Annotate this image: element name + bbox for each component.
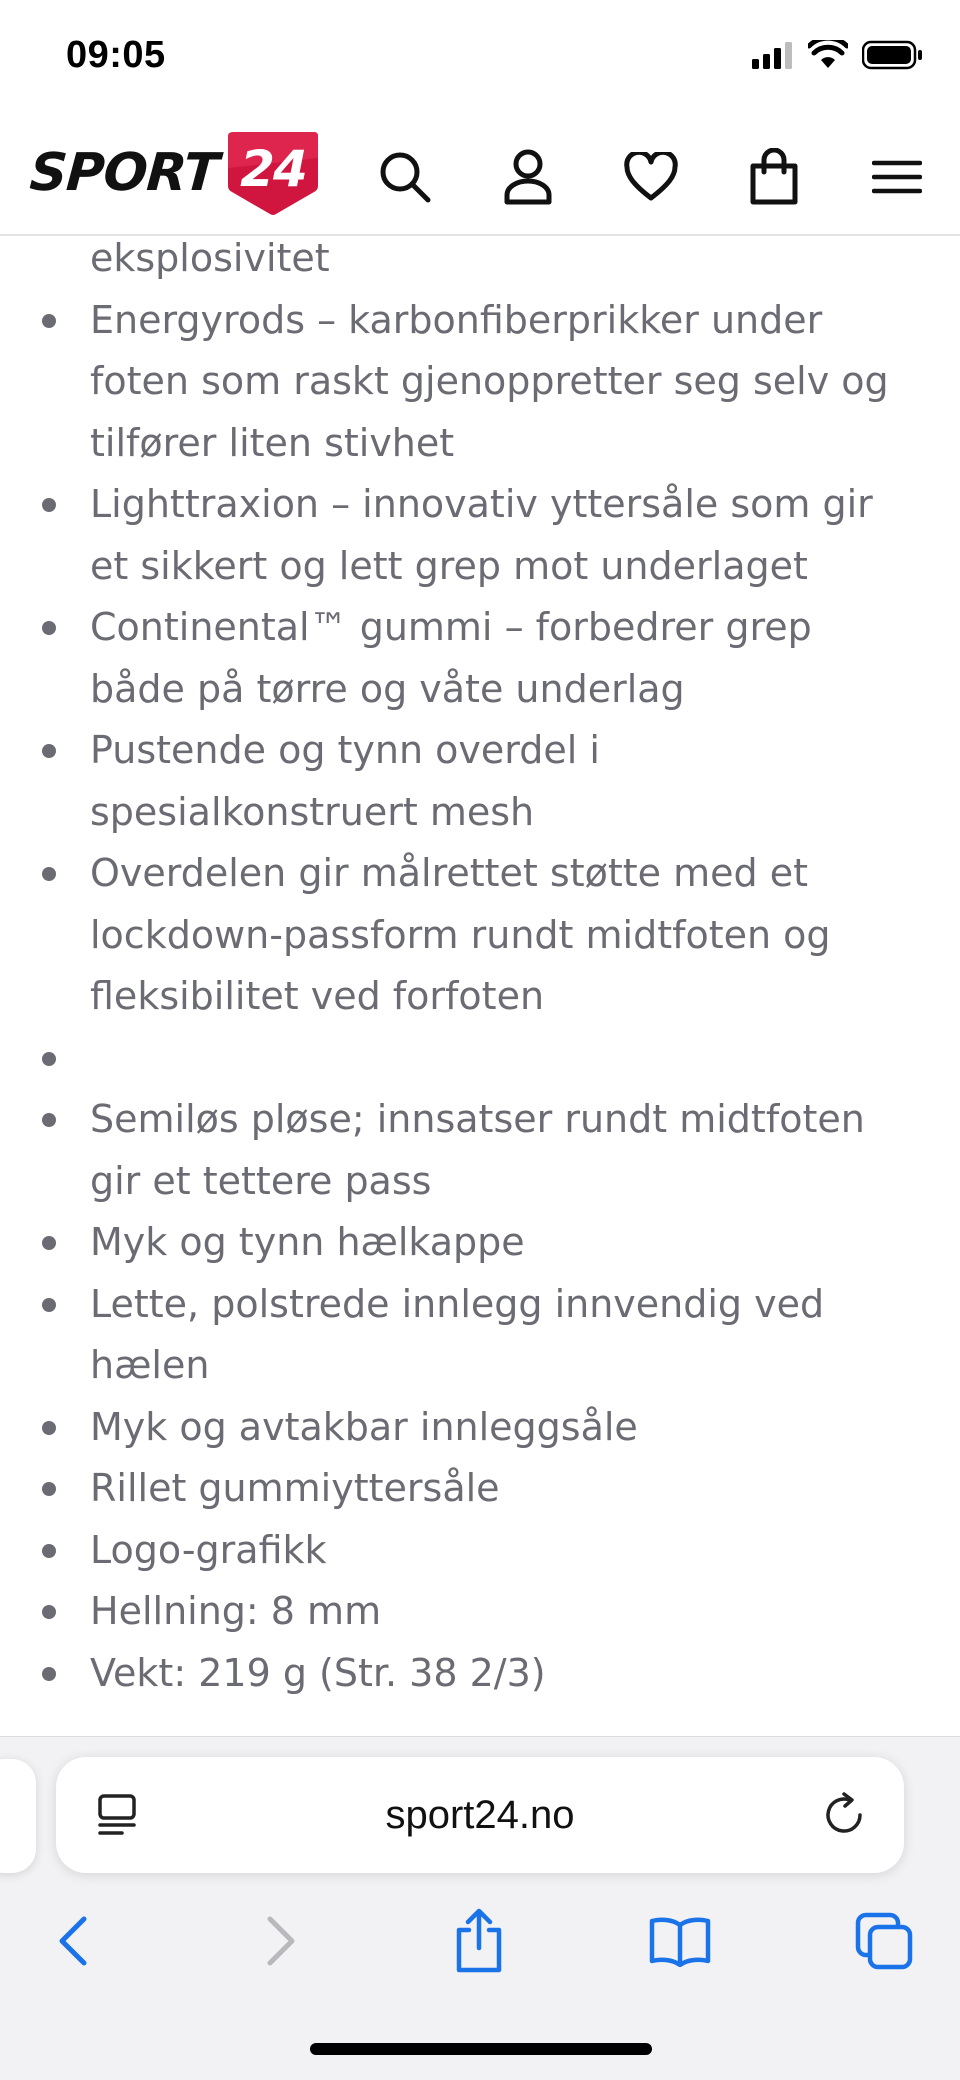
battery-icon (862, 40, 924, 75)
list-item-text: Logo-grafikk (90, 1527, 327, 1572)
list-item (0, 597, 960, 720)
bullet (42, 1482, 56, 1496)
list-item (0, 720, 960, 843)
list-item-text (90, 1028, 900, 1090)
menu-icon[interactable] (866, 146, 928, 208)
list-item (0, 1458, 960, 1520)
logo-wordmark: SPORT (27, 143, 221, 203)
bullet (42, 1052, 56, 1066)
bullet (42, 1605, 56, 1619)
home-indicator[interactable] (310, 2043, 652, 2055)
bullet (42, 867, 56, 881)
logo-badge (226, 128, 320, 218)
bullet (42, 1667, 56, 1681)
bullet (42, 621, 56, 635)
url-text[interactable]: sport24.no (385, 1793, 575, 1837)
bullet (42, 498, 56, 512)
bullet (42, 1236, 56, 1250)
list-item-text: eksplosivitet (90, 236, 330, 280)
status-time: 09:05 (66, 34, 166, 76)
list-item (0, 236, 960, 290)
shopping-bag-icon[interactable] (743, 146, 805, 208)
address-bar[interactable] (56, 1757, 904, 1873)
list-item-text: Semiløs pløse; innsatser rundt midtfoten gir et tettere pass (90, 1097, 865, 1203)
bullet (42, 1113, 56, 1127)
site-header (0, 118, 960, 236)
list-item (0, 1212, 960, 1274)
list-item (0, 1520, 960, 1582)
list-item (0, 1397, 960, 1459)
status-bar (0, 0, 960, 118)
list-item-text: Vekt: 219 g (Str. 38 2/3) (90, 1650, 546, 1695)
list-item-text: Energyrods – karbonfiberprikker under foten som raskt gjenoppretter seg selv og tilfører liten stivhet (90, 297, 889, 465)
bookmarks-icon[interactable] (644, 1905, 716, 1977)
previous-tab-preview[interactable] (0, 1759, 36, 1873)
list-item-text: Myk og tynn hælkappe (90, 1220, 525, 1264)
tabs-icon[interactable] (848, 1905, 920, 1977)
search-icon[interactable] (374, 146, 436, 208)
list-item-text: Hellning: 8 mm (90, 1589, 382, 1633)
list-item (0, 1028, 960, 1090)
site-logo[interactable] (27, 128, 320, 218)
status-icons (752, 40, 924, 75)
account-icon[interactable] (497, 146, 559, 208)
bullet (42, 1421, 56, 1435)
list-item-text: Myk og avtakbar innleggsåle (90, 1404, 638, 1449)
list-item-text: Continental™ gummi – forbedrer grep både på tørre og våte underlag (90, 605, 812, 711)
list-item (0, 1274, 960, 1397)
list-item (0, 474, 960, 597)
back-icon[interactable] (38, 1905, 110, 1977)
bullet (42, 1298, 56, 1312)
bullet (42, 314, 56, 328)
list-item (0, 1643, 960, 1705)
list-item (0, 1089, 960, 1212)
forward-icon[interactable] (244, 1905, 316, 1977)
reload-icon[interactable] (820, 1791, 868, 1839)
wishlist-heart-icon[interactable] (620, 146, 682, 208)
bullet (42, 744, 56, 758)
share-icon[interactable] (443, 1905, 515, 1977)
list-item-text: Pustende og tynn overdel i spesialkonstruert mesh (90, 728, 600, 834)
logo-badge-number: 24 (240, 140, 306, 198)
browser-chrome (0, 1736, 960, 2080)
list-item-text: Lette, polstrede innlegg innvendig ved hælen (90, 1281, 825, 1387)
bullet (42, 1544, 56, 1558)
list-item-text: Rillet gummiyttersåle (90, 1466, 500, 1510)
list-item (0, 843, 960, 1028)
list-item-text: Lighttraxion – innovativ yttersåle som gir et sikkert og lett grep mot underlaget (90, 482, 873, 588)
wifi-icon (808, 40, 848, 75)
list-item-text: Overdelen gir målrettet støtte med et lockdown-passform rundt midtfoten og fleksibilitet ved forfoten (90, 851, 831, 1018)
product-description (0, 236, 960, 1736)
cellular-signal-icon (752, 41, 794, 74)
list-item (0, 290, 960, 475)
feature-list (0, 236, 960, 1704)
list-item (0, 1581, 960, 1643)
